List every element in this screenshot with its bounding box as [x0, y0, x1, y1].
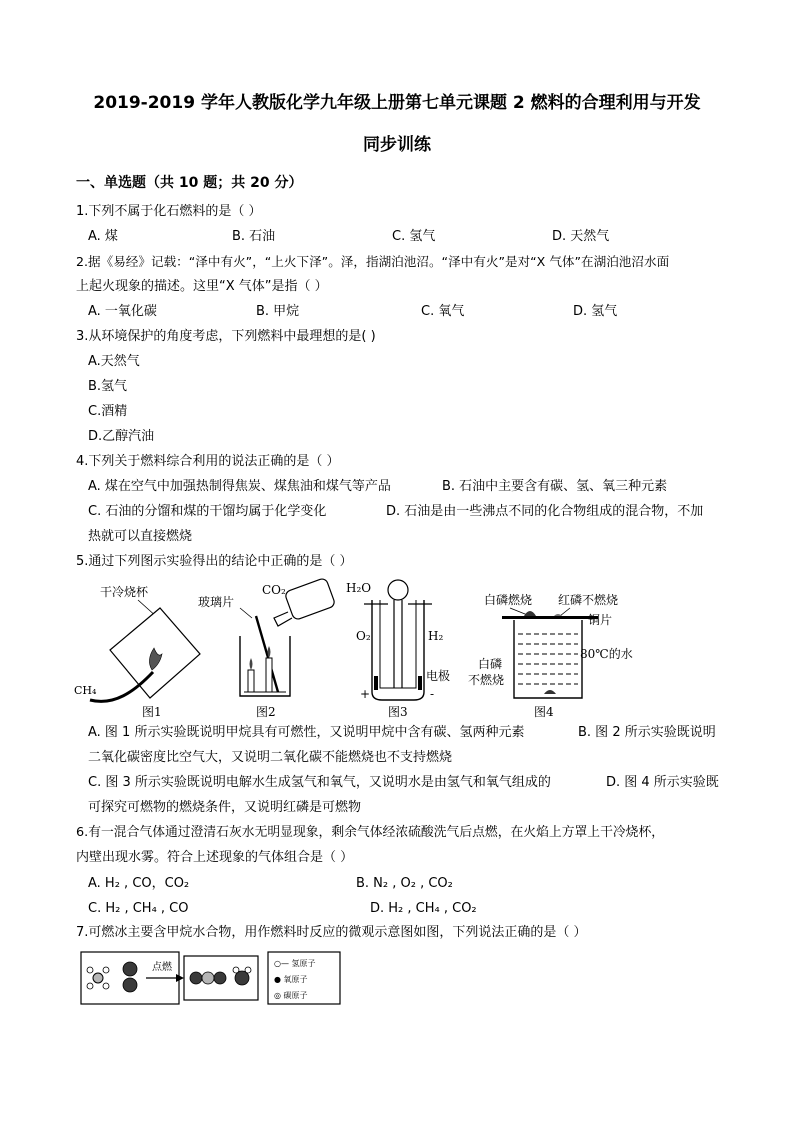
q4-option-d-continued: 热就可以直接燃烧 [88, 529, 193, 544]
short-candle [248, 670, 254, 692]
figure-4 [464, 588, 644, 722]
figure-2 [194, 578, 344, 722]
q2-option-c: C. 氧气 [421, 304, 465, 319]
fig4-label-white-noburn-2: 不燃烧 [468, 673, 505, 687]
document-title: 2019-2019 学年人教版化学九年级上册第七单元课题 2 燃料的合理利用与开发 [93, 93, 701, 113]
q5-option-a: A. 图 1 所示实验既说明甲烷具有可燃性，又说明甲烷中含有碳、氢两种元素 [88, 725, 525, 740]
figure-micro-reaction [80, 950, 342, 1008]
fig3-label-plus: + [360, 687, 371, 701]
tall-candle [266, 658, 272, 692]
q5-option-d-continued: 可探究可燃物的燃烧条件，又说明红磷是可燃物 [88, 800, 362, 815]
q4-option-c: C. 石油的分馏和煤的干馏均属于化学变化 [88, 504, 327, 519]
q5-option-b: B. 图 2 所示实验既说明 [578, 725, 716, 740]
fig2-caption: 图2 [256, 705, 276, 719]
fig3-caption: 图3 [388, 705, 408, 719]
fig3-label-h2: H₂ [428, 629, 444, 643]
fig4-label-white-burn: 白磷燃烧 [484, 593, 533, 607]
fig3-label-electrode: 电极 [426, 669, 451, 683]
q6-option-a: A. H₂ , CO，CO₂ [88, 876, 190, 891]
fig3-label-h2o: H₂O [346, 581, 372, 595]
q3-option-c: C.酒精 [88, 404, 128, 419]
question-2-stem-line2: 上起火现象的描述。这里“X 气体”是指（ ） [76, 279, 328, 294]
legend-oxygen: ● 氧原子 [274, 975, 308, 984]
document-subtitle: 同步训练 [363, 135, 431, 155]
reservoir-bulb [388, 580, 408, 600]
q3-option-d: D.乙醇汽油 [88, 429, 155, 444]
q1-option-c: C. 氢气 [392, 229, 436, 244]
fig3-label-o2: O₂ [356, 629, 371, 643]
q6-option-b: B. N₂ , O₂ , CO₂ [356, 876, 453, 891]
q5-option-d: D. 图 4 所示实验既 [606, 775, 719, 790]
question-6-stem-line1: 6.有一混合气体通过澄清石灰水无明显现象，剩余气体经浓硫酸洗气后点燃，在火焰上方罩上干冷烧杯， [76, 825, 665, 840]
question-2-stem-line1: 2.据《易经》记载：“泽中有火”，“上火下泽”。泽，指湖泊池沼。“泽中有火”是对“X 气体”在湖泊池沼水面 [76, 254, 670, 269]
q5-option-b-continued: 二氧化碳密度比空气大，又说明二氧化碳不能燃烧也不支持燃烧 [88, 750, 453, 765]
section-heading: 一、单选题（共 10 题；共 20 分） [76, 175, 303, 191]
water-beaker [514, 620, 582, 698]
co2-molecule [190, 972, 226, 984]
q6-option-c: C. H₂ , CH₄ , CO [88, 901, 189, 916]
q4-option-b: B. 石油中主要含有碳、氢、氧三种元素 [442, 479, 668, 494]
question-3-stem: 3.从环境保护的角度考虑，下列燃料中最理想的是( ) [76, 329, 376, 344]
fig2-label-co2: CO₂ [262, 583, 286, 597]
q4-option-d: D. 石油是由一些沸点不同的化合物组成的混合物，不加 [386, 504, 704, 519]
question-7-stem: 7.可燃冰主要含甲烷水合物，用作燃料时反应的微观示意图如图，下列说法正确的是（ ） [76, 925, 587, 940]
q3-option-a: A.天然气 [88, 354, 140, 369]
fig4-caption: 图4 [534, 705, 554, 719]
question-5-stem: 5.通过下列图示实验得出的结论中正确的是（ ） [76, 554, 353, 569]
figure-3 [342, 576, 462, 722]
fig4-label-red-noburn: 红磷不燃烧 [558, 593, 619, 607]
legend-hydrogen: ○— 氢原子 [274, 959, 316, 968]
q1-option-b: B. 石油 [232, 229, 276, 244]
fig4-label-water: 80℃的水 [580, 647, 633, 661]
copper-plate [502, 616, 598, 619]
q6-option-d: D. H₂ , CH₄ , CO₂ [370, 901, 477, 916]
fig2-label-glass: 玻璃片 [198, 595, 235, 609]
q5-option-c: C. 图 3 所示实验既说明电解水生成氢气和氧气，又说明水是由氢气和氧气组成的 [88, 775, 551, 790]
fig1-caption: 图1 [142, 705, 162, 719]
question-6-stem-line2: 内壁出现水雾。符合上述现象的气体组合是（ ） [76, 850, 354, 865]
fig1-label-cup: 干冷烧杯 [100, 585, 149, 599]
fig3-label-minus: - [430, 687, 435, 701]
q4-option-a: A. 煤在空气中加强热制得焦炭、煤焦油和煤气等产品 [88, 479, 391, 494]
q3-option-b: B.氢气 [88, 379, 128, 394]
fig4-label-white-noburn-1: 白磷 [478, 657, 503, 671]
fig4-label-copper: 铜片 [588, 613, 613, 627]
q1-option-d: D. 天然气 [552, 229, 610, 244]
q2-option-a: A. 一氧化碳 [88, 304, 157, 319]
question-4-stem: 4.下列关于燃料综合利用的说法正确的是（ ） [76, 454, 340, 469]
q1-option-a: A. 煤 [88, 229, 118, 244]
legend-carbon: ◎ 碳原子 [274, 991, 308, 1000]
question-1-stem: 1.下列不属于化石燃料的是（ ） [76, 204, 262, 219]
q2-option-d: D. 氢气 [573, 304, 618, 319]
reaction-arrow-label: 点燃 [152, 962, 172, 973]
q2-option-b: B. 甲烷 [256, 304, 300, 319]
fig1-label-gas: CH₄ [74, 684, 97, 697]
